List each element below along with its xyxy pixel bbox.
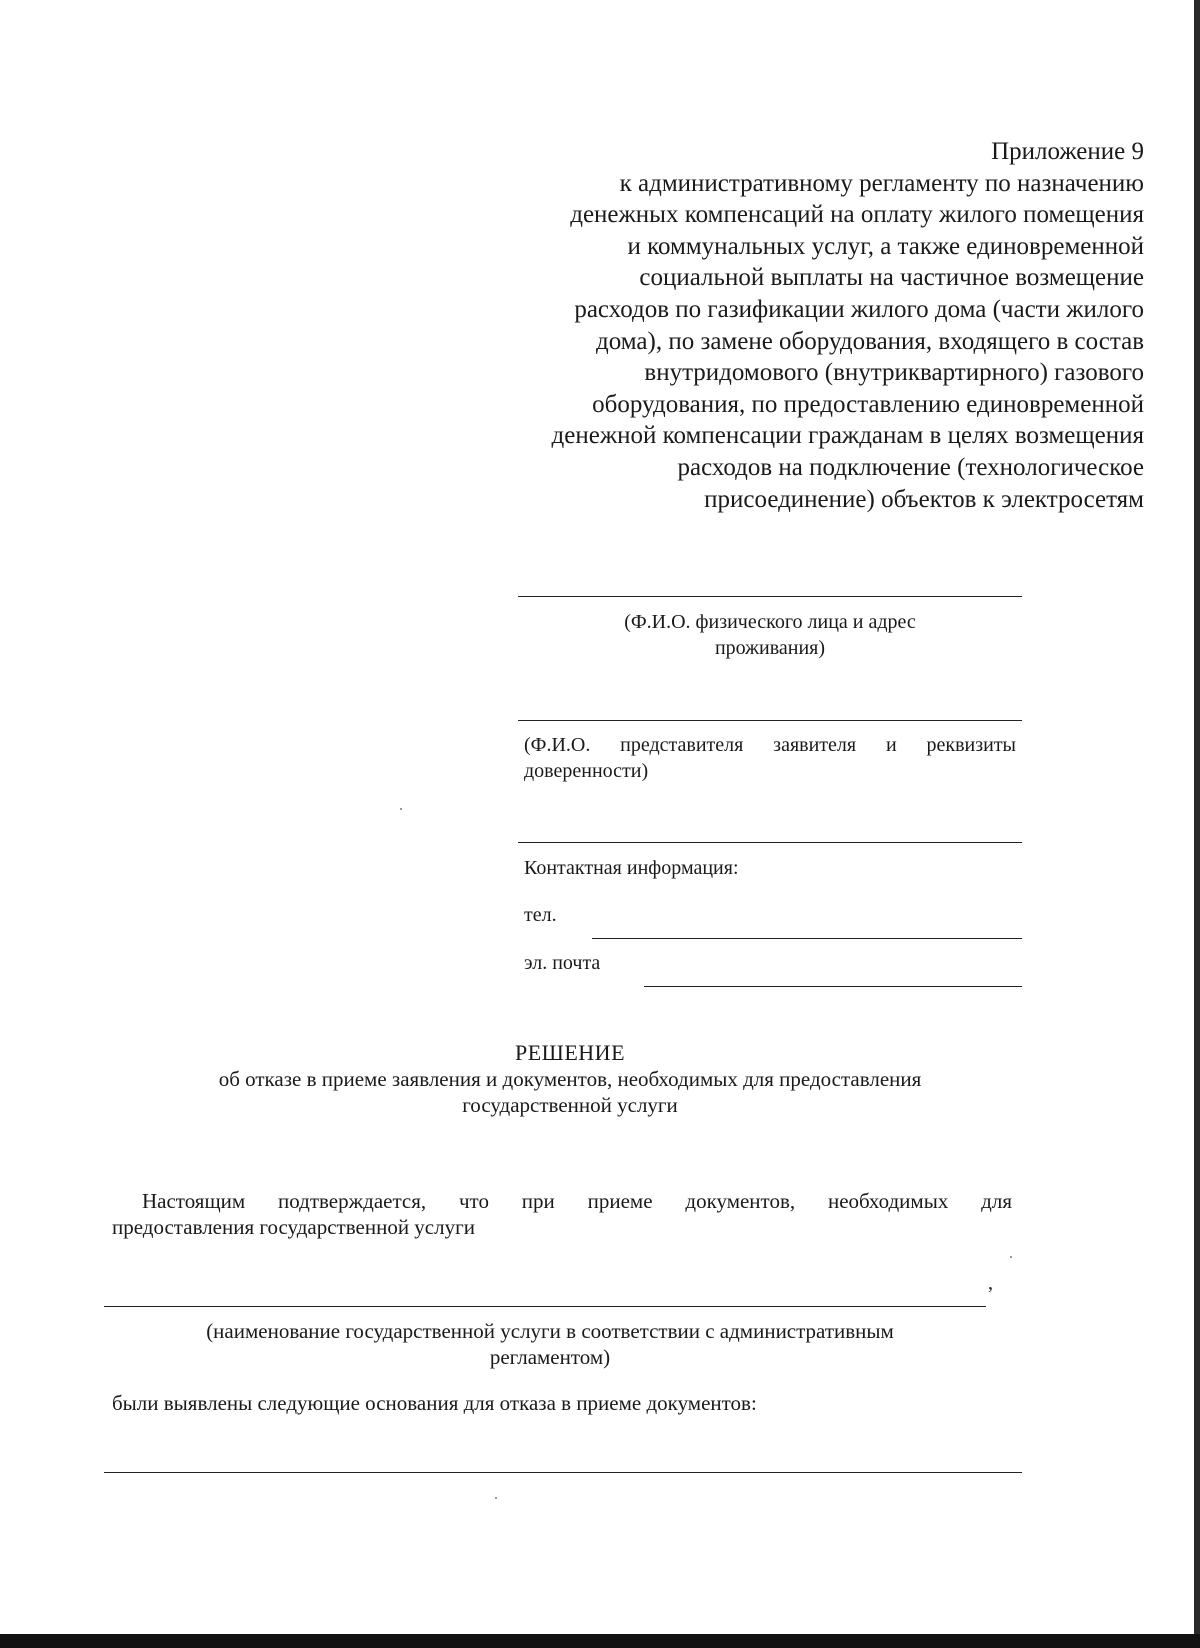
decision-subtitle-line: об отказе в приеме заявления и документов, необходимых для предоставления bbox=[218, 1067, 922, 1091]
scan-bottom-edge bbox=[0, 1634, 1200, 1648]
paragraph-line: предоставления государственной услуги bbox=[112, 1215, 475, 1239]
decision-heading: РЕШЕНИЕ bbox=[514, 1040, 626, 1065]
appendix-line: к административному регламенту по назначению bbox=[619, 169, 1144, 197]
appendix-line: денежных компенсаций на оплату жилого помещения bbox=[570, 201, 1144, 229]
applicant-name-caption bbox=[540, 609, 1000, 661]
grounds-text: были выявлены следующие основания для отказа в приеме документов: bbox=[112, 1391, 757, 1415]
appendix-line: и коммунальных услуг, а также единовременной bbox=[627, 232, 1144, 260]
appendix-line: расходов по газификации жилого дома (части жилого bbox=[574, 295, 1144, 323]
appendix-line: оборудования, по предоставлению единовременной bbox=[592, 390, 1144, 418]
caption-line: доверенности) bbox=[524, 760, 649, 782]
contact-info-label: Контактная информация: bbox=[524, 857, 739, 879]
scan-speck bbox=[400, 808, 402, 810]
paragraph-line: Настоящим подтверждается, что при приеме документов, необходимых для bbox=[142, 1189, 1012, 1213]
grounds-field-line[interactable] bbox=[104, 1472, 1022, 1473]
scan-speck bbox=[495, 1497, 497, 1499]
decision-subtitle-line: государственной услуги bbox=[462, 1093, 678, 1117]
comma-mark: , bbox=[988, 1272, 993, 1294]
confirmation-paragraph bbox=[112, 1188, 1012, 1240]
caption-line: (наименование государственной услуги в соответствии с административным bbox=[206, 1319, 894, 1343]
representative-field-line[interactable] bbox=[518, 720, 1022, 721]
appendix-line: социальной выплаты на частичное возмещение bbox=[639, 264, 1144, 292]
appendix-header bbox=[424, 136, 1144, 515]
caption-line: (Ф.И.О. представителя заявителя и реквизиты bbox=[524, 734, 1016, 756]
service-name-field-line[interactable] bbox=[104, 1306, 986, 1307]
appendix-line: денежной компенсации гражданам в целях возмещения bbox=[551, 422, 1144, 450]
contact-info-field-line[interactable] bbox=[518, 842, 1022, 843]
appendix-line: присоединение) объектов к электросетям bbox=[704, 485, 1144, 513]
phone-label: тел. bbox=[524, 904, 557, 926]
caption-line: регламентом) bbox=[489, 1345, 611, 1369]
caption-line: (Ф.И.О. физического лица и адрес bbox=[624, 611, 916, 633]
applicant-name-field-line[interactable] bbox=[518, 596, 1022, 597]
caption-line: проживания) bbox=[714, 637, 826, 659]
scan-speck bbox=[1010, 1256, 1012, 1258]
email-field-line[interactable] bbox=[644, 986, 1022, 987]
email-label: эл. почта bbox=[524, 952, 601, 974]
representative-caption bbox=[524, 732, 1016, 784]
appendix-number: Приложение 9 bbox=[991, 138, 1144, 165]
appendix-line: расходов на подключение (технологическое bbox=[677, 453, 1144, 481]
service-name-caption bbox=[120, 1318, 980, 1370]
appendix-line: внутридомового (внутриквартирного) газового bbox=[644, 359, 1144, 387]
scan-right-edge bbox=[1194, 0, 1200, 1648]
decision-title bbox=[100, 1040, 1040, 1118]
appendix-line: дома), по замене оборудования, входящего в состав bbox=[596, 327, 1144, 355]
phone-field-line[interactable] bbox=[592, 938, 1022, 939]
